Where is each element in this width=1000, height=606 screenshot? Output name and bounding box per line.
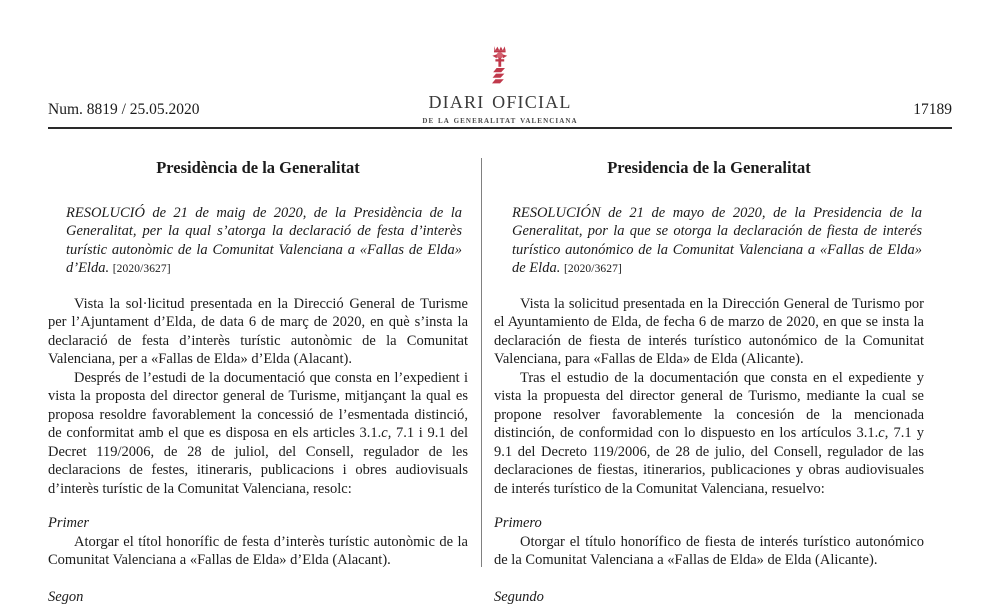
two-column-body	[0, 140, 1000, 605]
paragraph-2-left-part2: , 7.1 i 9.1 del Decret 119/2006, de 28 de juliol, del Consell, regulador de les declaracions de festes, itineraris, publicacions i obres audiovisuals d’interès turístic de la Comunitat Valenciana, resolc:	[48, 425, 468, 497]
masthead-title: diari oficial	[428, 85, 572, 114]
column-valencian	[48, 140, 468, 605]
ordinal-label-first-right: Primero	[494, 515, 542, 532]
resolution-summary-right	[494, 204, 924, 278]
ordinal-text-first-left: Atorgar el títol honorífic de festa d’interès turístic autonòmic de la Comunitat Valenciana a «Fallas de Elda» d’Elda (Alacant).	[48, 533, 468, 569]
article-letter-right: c	[878, 425, 885, 442]
column-spanish	[494, 140, 924, 605]
masthead-subtitle: de la generalitat valenciana	[422, 115, 578, 126]
issue-number-and-date: Num. 8819 / 25.05.2020	[48, 101, 200, 118]
section-heading-left: Presidència de la Generalitat	[156, 158, 360, 177]
column-divider-rule	[481, 158, 482, 567]
paragraph-2-right-part1: Tras el estudio de la documentación que consta en el expediente y vista la propuesta del director general de Turismo, mediante la cual se propone resolver favorablemente la concesión de la mencionada distinción, de conformidad con lo dispuesto en los artículos 3.1.	[494, 369, 924, 442]
paragraph-2-left-part1: Després de l’estudi de la documentació que consta en l’expedient i vista la proposta del director general de Turisme, mitjançant la qual es proposa resoldre favorablement la concessió de l’esmentada distinció, de conformitat amb el que es disposa en els articles 3.1.	[48, 369, 468, 442]
running-head	[48, 101, 952, 123]
paragraph-2-right	[494, 369, 924, 498]
resolution-summary-text-left: RESOLUCIÓ de 21 de maig de 2020, de la Presidència de la Generalitat, per la qual s’atorga la declaració de festa d’interès turístic autonòmic de la Comunitat Valenciana a «Fallas de Elda» d’Elda.	[66, 204, 462, 277]
body-paragraphs-right	[494, 295, 924, 498]
ordinal-text-first-right: Otorgar el título honorífico de fiesta de interés turístico autonómico de la Comunitat Valenciana a «Fallas de Elda» de Elda (Alicante).	[494, 533, 924, 569]
body-paragraphs-left	[48, 295, 468, 498]
header-divider-rule	[48, 127, 952, 129]
paragraph-1-left: Vista la sol·licitud presentada en la Direcció General de Turisme per l’Ajuntament d’Elda, de data 6 de març de 2020, en què s’insta la declaració de festa d’interès turístic autonòmic de la Comunitat Valenciana, per a «Fallas de Elda» d’Elda (Alacant).	[48, 295, 468, 368]
paragraph-2-left	[48, 369, 468, 498]
paragraph-1-right: Vista la solicitud presentada en la Dirección General de Turismo por el Ayuntamiento de Elda, de fecha 6 de marzo de 2020, en que se insta la declaración de fiesta de interés turístico autonómico de la Comunitat Valenciana, para «Fallas de Elda» de Elda (Alicante).	[494, 295, 924, 368]
resolution-summary-left	[48, 204, 468, 278]
page-number: 17189	[913, 101, 952, 118]
resolution-summary-text-right: RESOLUCIÓN de 21 de mayo de 2020, de la Presidencia de la Generalitat, por la que se otorga la declaración de fiesta de interés turístico autonómico de la Comunitat Valenciana a «Fallas de Elda» de Elda.	[512, 204, 922, 277]
article-letter-left: c	[381, 425, 388, 442]
ordinal-label-second-left: Segon	[48, 588, 84, 605]
ordinal-label-second-right: Segundo	[494, 588, 544, 605]
ordinal-label-first-left: Primer	[48, 515, 90, 532]
section-heading-right: Presidencia de la Generalitat	[607, 158, 811, 177]
resolution-reference-right: [2020/3627]	[563, 263, 622, 276]
generalitat-valenciana-coat-of-arms-icon	[485, 42, 515, 88]
resolution-reference-left: [2020/3627]	[112, 263, 171, 276]
paragraph-2-right-part2: , 7.1 y 9.1 del Decreto 119/2006, de 28 de julio, del Consell, regulador de las declaraciones de fiestas, itinerarios, publicaciones y obras audiovisuales de interés turístico de la Comunitat Valenciana, resuelvo:	[494, 425, 924, 497]
